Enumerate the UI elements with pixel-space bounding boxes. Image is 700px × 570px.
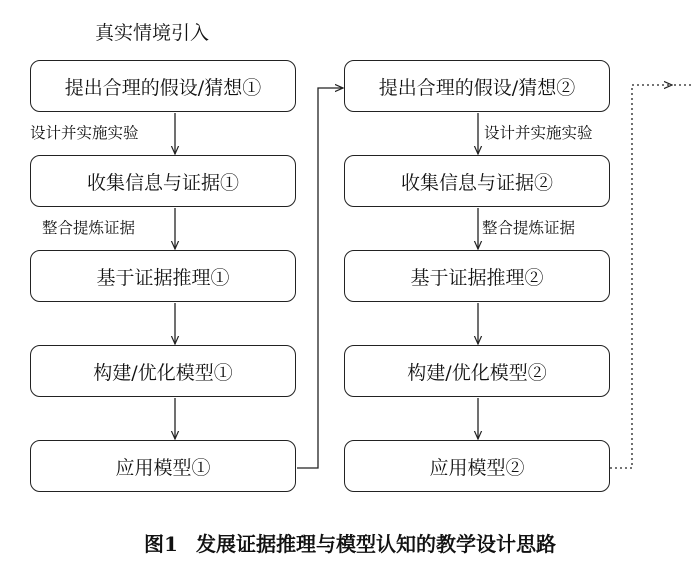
edge-label-integrate-2: 整合提炼证据 [482,219,576,237]
connector-continue-dotted [610,85,672,468]
figure-number: 图1 [144,532,178,556]
step-label: 构建/优化模型① [93,361,233,384]
edge-label-integrate-1: 整合提炼证据 [42,219,136,237]
step-label: 应用模型① [115,456,211,479]
step-label: 构建/优化模型② [407,361,547,384]
step-label: 收集信息与证据① [86,171,239,194]
step-label: 基于证据推理① [96,266,230,289]
step-label: 应用模型② [429,456,525,479]
edge-label-experiment-2: 设计并实施实验 [484,124,593,142]
figure-caption [0,528,700,557]
edge-label-experiment-1: 设计并实施实验 [30,124,139,142]
step-label: 提出合理的假设/猜想② [378,76,576,99]
step-label: 基于证据推理② [410,266,544,289]
intro-label: 真实情境引入 [95,22,210,44]
step-label: 提出合理的假设/猜想① [64,76,262,99]
connector-to-cycle-2 [297,88,343,468]
step-label: 收集信息与证据② [400,171,553,194]
figure-title: 发展证据推理与模型认知的教学设计思路 [195,532,556,556]
